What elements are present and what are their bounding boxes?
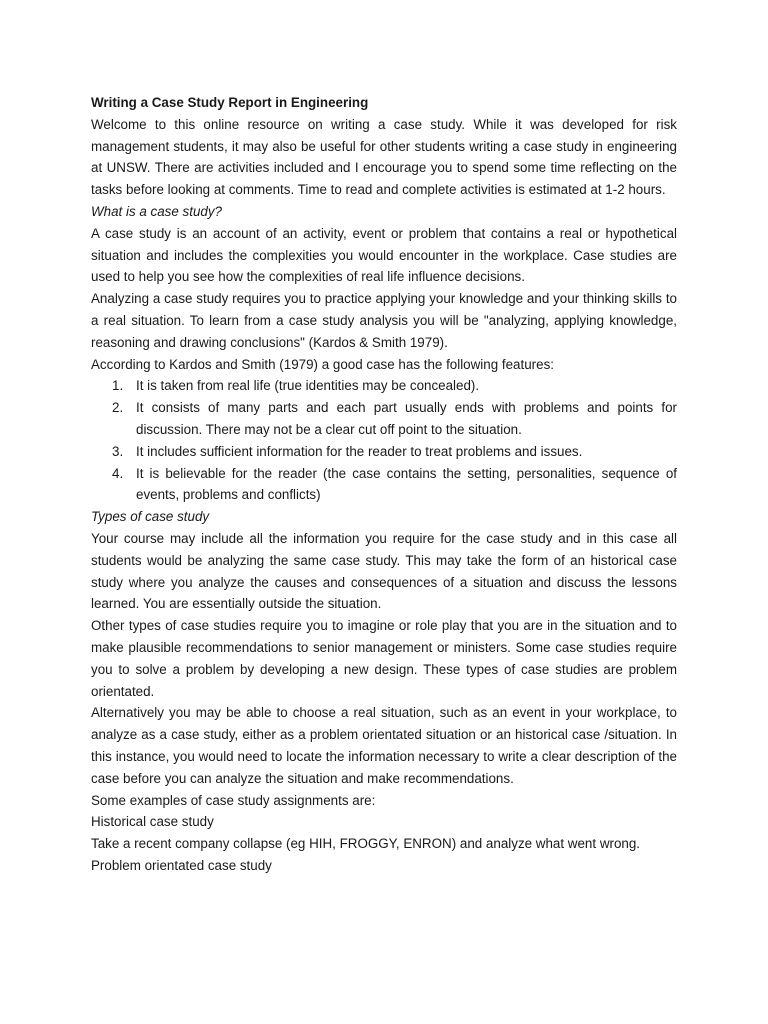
- examples-intro: Some examples of case study assignments are:: [91, 792, 376, 808]
- types-paragraph-2: Other types of case studies require you to imagine or role play that you are in the situation and to make plausible recommendations to senior management or ministers. Some case studies require you to solve a problem by developing a new design. These types of case studies are problem orientated.: [91, 618, 677, 699]
- features-list: [91, 375, 677, 506]
- list-item: [91, 375, 677, 397]
- document-page: [91, 92, 677, 877]
- what-is-paragraph-1: A case study is an account of an activity, event or problem that contains a real or hypothetical situation and includes the complexities you would encounter in the workplace. Case studies are used to help you see how the complexities of real life influence decisions.: [91, 225, 677, 285]
- types-heading: Types of case study: [91, 509, 210, 525]
- list-number: 1.: [112, 378, 124, 394]
- list-item-text: It consists of many parts and each part usually ends with problems and points for discussion. There may not be a clear cut off point to the situation.: [136, 400, 677, 437]
- what-is-paragraph-2: Analyzing a case study requires you to practice applying your knowledge and your thinking skills to a real situation. To learn from a case study analysis you will be "analyzing, applying knowledge, reasoning and drawing conclusions" (Kardos & Smith 1979).: [91, 291, 677, 350]
- list-item-text: It is believable for the reader (the case contains the setting, personalities, sequence of events, problems and conflicts): [136, 465, 677, 503]
- list-number: 2.: [112, 400, 124, 416]
- intro-paragraph: Welcome to this online resource on writing a case study. While it was developed for risk management students, it may also be useful for other students writing a case study in engineering at UNSW. There are activities included and I encourage you to spend some time reflecting on the tasks before looking at comments. Time to read and complete activities is estimated at 1-2 hours.: [91, 116, 677, 198]
- document-title: Writing a Case Study Report in Engineering: [91, 95, 369, 110]
- list-item-text: It includes sufficient information for the reader to treat problems and issues.: [136, 443, 583, 459]
- list-number: 3.: [112, 443, 124, 459]
- historical-case-example: Take a recent company collapse (eg HIH, FROGGY, ENRON) and analyze what went wrong.: [91, 836, 641, 852]
- historical-case-label: Historical case study: [91, 814, 214, 830]
- types-paragraph-1: Your course may include all the information you require for the case study and in this case all students would be analyzing the same case study. This may take the form of an historical case study where you analyze the causes and consequences of a situation and discuss the lessons learned. You are essentially outside the situation.: [91, 530, 677, 612]
- list-item: [91, 397, 677, 441]
- features-intro: According to Kardos and Smith (1979) a good case has the following features:: [91, 356, 554, 372]
- list-item: [91, 463, 677, 507]
- what-is-heading: What is a case study?: [91, 203, 222, 219]
- list-item: [91, 441, 677, 463]
- types-paragraph-3: Alternatively you may be able to choose a real situation, such as an event in your workplace, to analyze as a case study, either as a problem orientated situation or an historical case /situation. In this instance, you would need to locate the information necessary to write a clear description of the case before you can analyze the situation and make recommendations.: [91, 705, 677, 786]
- list-number: 4.: [112, 465, 124, 481]
- problem-case-label: Problem orientated case study: [91, 857, 272, 873]
- list-item-text: It is taken from real life (true identities may be concealed).: [136, 378, 480, 394]
